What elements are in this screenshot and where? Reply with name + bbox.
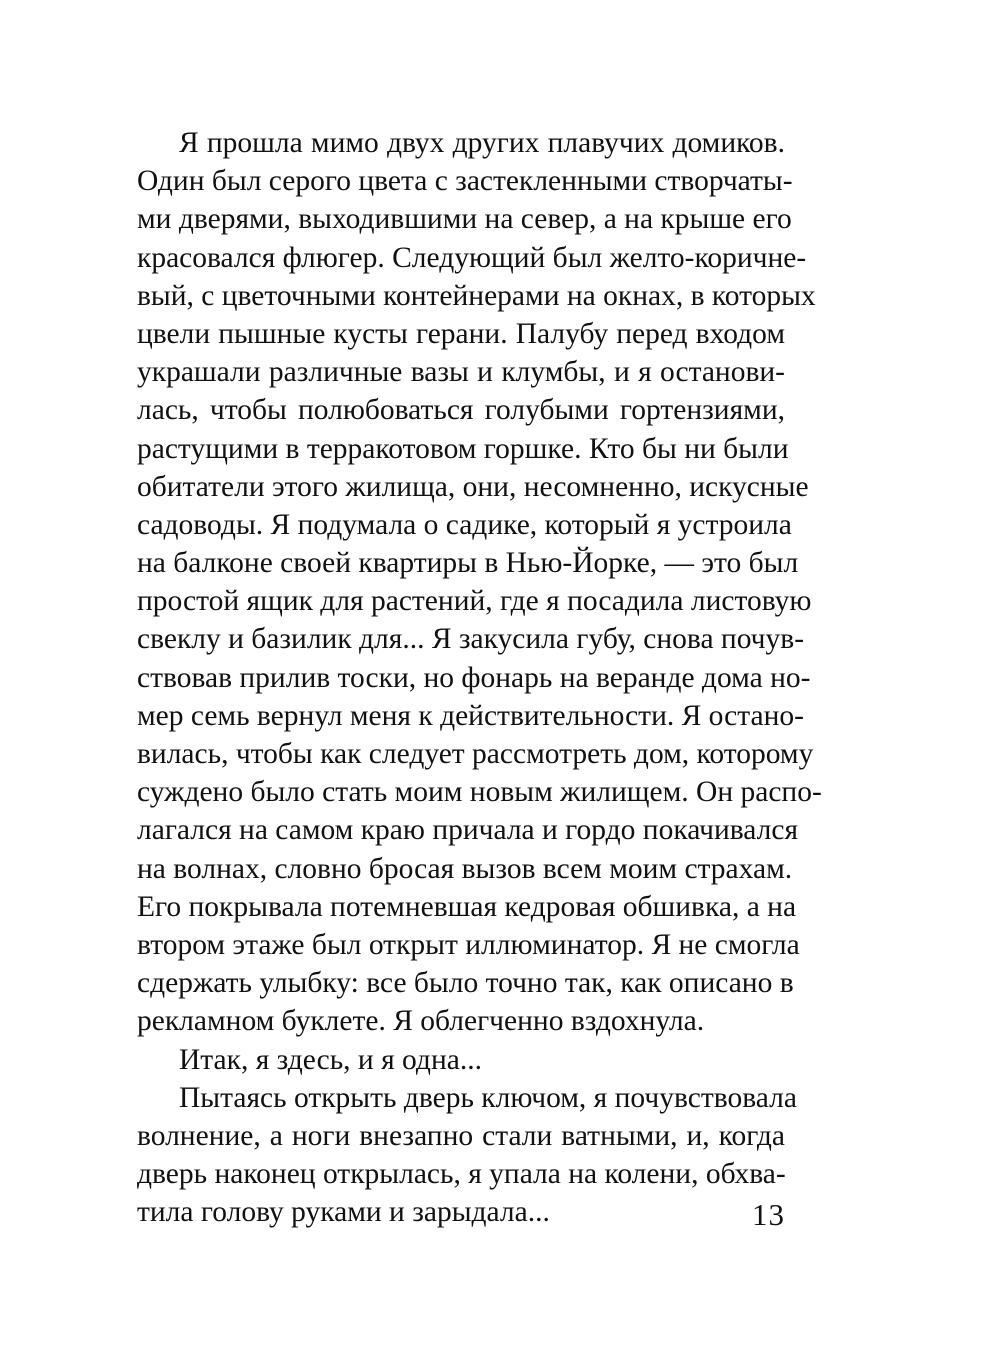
text-line: цвели пышные кусты герани. Палубу перед входом <box>137 317 785 350</box>
text-line: вый, с цветочными контейнерами на окнах, в которых <box>137 279 816 312</box>
body-text <box>137 124 822 1231</box>
text-line: Один был серого цвета с застекленными створчаты- <box>137 165 793 198</box>
text-line: волнение, а ноги внезапно стали ватными, и, когда <box>137 1119 785 1152</box>
text-line: Его покрывала потемневшая кедровая обшивка, а на <box>137 890 797 923</box>
text-line: на волнах, словно бросая вызов всем моим страхам. <box>137 852 793 885</box>
text-line: дверь наконец открылась, я упала на колени, обхва- <box>137 1158 786 1191</box>
text-line: мер семь вернул меня к действительности. Я остано- <box>137 699 804 732</box>
text-line: украшали различные вазы и клумбы, и я останови- <box>137 356 785 389</box>
text-line: на балконе своей квартиры в Нью-Йорке, — это был <box>137 547 799 580</box>
text-line: тила голову руками и зарыдала... <box>137 1196 550 1229</box>
text-line: растущими в терракотовом горшке. Кто бы ни были <box>137 432 789 465</box>
text-line: лагался на самом краю причала и гордо покачивался <box>137 814 799 847</box>
text-line: обитатели этого жилища, они, несомненно, искусные <box>137 470 809 503</box>
text-line: вилась, чтобы как следует рассмотреть дом, которому <box>137 738 814 770</box>
text-line: красовался флюгер. Следующий был желто-коричне- <box>137 241 807 274</box>
text-line: лась, чтобы полюбоваться голубыми гортензиями, <box>137 394 785 427</box>
text-line: сдержать улыбку: все было точно так, как описано в <box>137 967 794 1000</box>
text-line: рекламном буклете. Я облегченно вздохнула. <box>137 1005 705 1038</box>
text-line: ми дверями, выходившими на север, а на крыше его <box>137 203 792 236</box>
text-line: Я прошла мимо двух других плавучих домиков. <box>179 127 785 159</box>
text-line: суждено было стать моим новым жилищем. Он распо- <box>137 776 822 809</box>
page-number: 13 <box>752 1197 785 1232</box>
text-line: свеклу и базилик для... Я закусила губу, снова почув- <box>137 623 805 656</box>
text-line: втором этаже был открыт иллюминатор. Я не смогла <box>137 928 800 961</box>
text-line: Итак, я здесь, и я одна... <box>179 1043 482 1076</box>
text-line: Пытаясь открыть дверь ключом, я почувствовала <box>179 1081 797 1114</box>
text-line: простой ящик для растений, где я посадила листовую <box>137 585 812 618</box>
text-line: садоводы. Я подумала о садике, который я устроила <box>137 508 792 541</box>
text-line: ствовав прилив тоски, но фонарь на веранде дома но- <box>137 661 811 694</box>
